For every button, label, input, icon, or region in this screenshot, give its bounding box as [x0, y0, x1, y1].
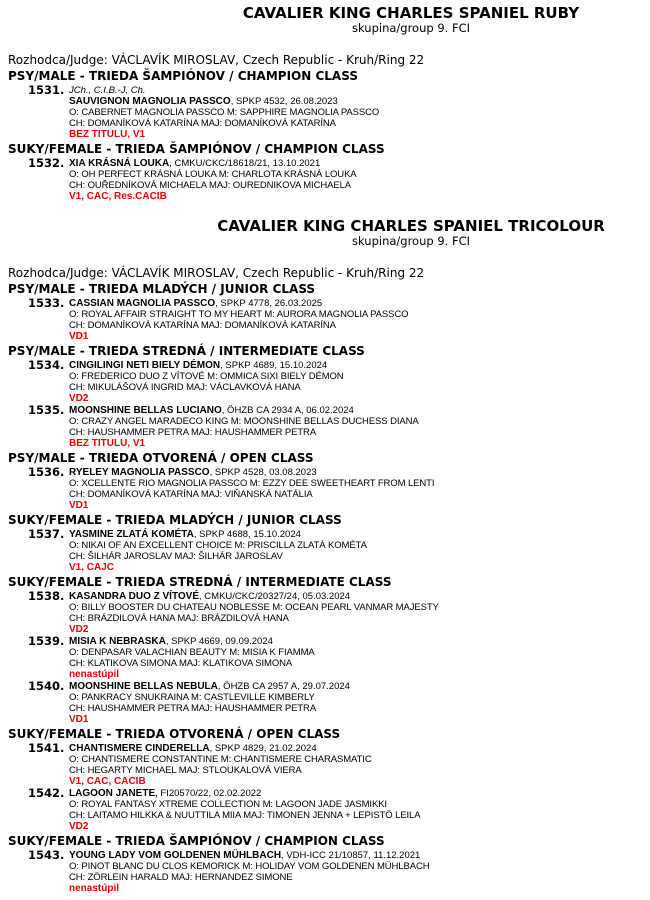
- result-line: VD1: [69, 331, 89, 342]
- entry-body: [69, 298, 642, 342]
- entry-body: [69, 591, 642, 635]
- dog-registration: , SPKP 4689, 15.10.2024: [220, 360, 328, 371]
- entry-number: 1538.: [28, 589, 65, 603]
- dog-name: YASMINE ZLATÁ KOMÉTA: [69, 529, 194, 540]
- judge-line: Rozhodca/Judge: VÁCLAVÍK MIROSLAV, Czech Republic - Kruh/Ring 22: [8, 53, 425, 67]
- dog-registration: , ÖHZB CA 2934 A, 06.02.2024: [221, 405, 354, 416]
- breed-subtitle: skupina/group 9. FCI: [351, 234, 470, 248]
- entry-body: [69, 850, 642, 894]
- breeder-owner-line: CH: HAUSHAMMER PETRA MAJ: HAUSHAMMER PETRA: [69, 703, 317, 714]
- result-line: nenastúpil: [69, 669, 120, 680]
- champion-titles: JCh., C.I.B.-J, Ch.: [69, 85, 146, 96]
- parents-line: O: OH PERFECT KRÁSNÁ LOUKA M: CHARLOTA KRÁSNÁ LOUKA: [69, 169, 357, 180]
- entry-body: [69, 788, 642, 832]
- dog-name-line: [69, 591, 642, 602]
- entry-number: 1534.: [28, 358, 65, 372]
- parents-line: O: PANKRACY SNUKRAINA M: CASTLEVILLE KIMBERLY: [69, 692, 315, 703]
- dog-registration: , CMKU/CKC/20327/24, 05.03.2024: [199, 591, 351, 602]
- dog-name-line: [69, 360, 642, 371]
- class-heading: PSY/MALE - TRIEDA MLADÝCH / JUNIOR CLASS: [8, 282, 316, 296]
- result-line: V1, CAJC: [69, 562, 115, 573]
- dog-name-line: [69, 96, 642, 107]
- class-heading: SUKY/FEMALE - TRIEDA ŠAMPIÓNOV / CHAMPION CLASS: [8, 834, 385, 848]
- result-line: BEZ TITULU, V1: [69, 129, 146, 140]
- class-heading: PSY/MALE - TRIEDA OTVORENÁ / OPEN CLASS: [8, 451, 314, 465]
- entry-number: 1531.: [28, 83, 65, 97]
- result-line: nenastúpil: [69, 883, 120, 894]
- entry-row-1535: [8, 405, 642, 449]
- breeder-owner-line: CH: BRÁZDILOVÁ HANA MAJ: BRÁZDILOVÁ HANA: [69, 613, 289, 624]
- parents-line: O: ROYAL AFFAIR STRAIGHT TO MY HEART M: AURORA MAGNOLIA PASSCO: [69, 309, 409, 320]
- result-line: VD2: [69, 393, 89, 404]
- dog-registration: , FI20570/22, 02.02.2022: [155, 788, 262, 799]
- entry-body: [69, 85, 642, 140]
- class-heading: SUKY/FEMALE - TRIEDA OTVORENÁ / OPEN CLASS: [8, 727, 341, 741]
- result-line: VD2: [69, 624, 89, 635]
- dog-name-line: [69, 636, 642, 647]
- result-line: BEZ TITULU, V1: [69, 438, 146, 449]
- dog-name-line: [69, 788, 642, 799]
- breeder-owner-line: CH: OUŘEDNÍKOVÁ MICHAELA MAJ: OUREDNIKOVA MICHAELA: [69, 180, 351, 191]
- entry-body: [69, 529, 642, 573]
- breeder-owner-line: CH: ZÖRLEIN HARALD MAJ: HERNANDEZ SIMONE: [69, 872, 293, 883]
- dog-name-line: [69, 681, 642, 692]
- dog-name-line: [69, 850, 642, 861]
- breed-section-ruby: [8, 5, 642, 202]
- dog-registration: , CMKU/CKC/18618/21, 13.10.2021: [169, 158, 321, 169]
- result-line: VD2: [69, 821, 89, 832]
- dog-name: CINGILINGI NETI BIELY DÉMON: [69, 360, 221, 371]
- result-line: V1, CAC, CACIB: [69, 776, 146, 787]
- entry-number: 1536.: [28, 465, 65, 479]
- entry-row-1541: [8, 743, 642, 787]
- result-line: V1, CAC, Res.CACIB: [69, 191, 167, 202]
- breeder-owner-line: CH: MIKULÁŠOVÁ INGRID MAJ: VÁCLAVKOVÁ HANA: [69, 382, 301, 393]
- entry-number: 1537.: [28, 527, 65, 541]
- dog-name-line: [69, 743, 642, 754]
- breeder-owner-line: CH: HAUSHAMMER PETRA MAJ: HAUSHAMMER PETRA: [69, 427, 317, 438]
- parents-line: O: PINOT BLANC DU CLOS KEMORICK M: HOLIDAY VOM GOLDENEN MÜHLBACH: [69, 861, 430, 872]
- dog-name: XIA KRÁSNÁ LOUKA: [69, 158, 170, 169]
- dog-name: MOONSHINE BELLAS LUCIANO: [69, 405, 222, 416]
- dog-name: RYELEY MAGNOLIA PASSCO: [69, 467, 210, 478]
- entry-row-1534: [8, 360, 642, 404]
- entry-number: 1540.: [28, 679, 65, 693]
- breed-title: CAVALIER KING CHARLES SPANIEL RUBY: [242, 4, 580, 22]
- dog-registration: , SPKP 4829, 21.02.2024: [209, 743, 317, 754]
- dog-name-line: [69, 467, 642, 478]
- dog-name-line: [69, 158, 642, 169]
- entry-number: 1533.: [28, 296, 65, 310]
- entry-body: [69, 743, 642, 787]
- breed-section-tricolour: [8, 218, 642, 894]
- dog-registration: , SPKP 4528, 03.08.2023: [209, 467, 317, 478]
- parents-line: O: CHANTISMERE CONSTANTINE M: CHANTISMERE CHARASMATIC: [69, 754, 372, 765]
- result-line: VD1: [69, 714, 89, 725]
- parents-line: O: DENPASAR VALACHIAN BEAUTY M: MISIA K FIAMMA: [69, 647, 315, 658]
- dog-name-line: [69, 405, 642, 416]
- entry-number: 1541.: [28, 741, 65, 755]
- parents-line: O: BILLY BOOSTER DU CHATEAU NOBLESSE M: OCEAN PEARL VANMAR MAJESTY: [69, 602, 439, 613]
- class-heading: SUKY/FEMALE - TRIEDA MLADÝCH / JUNIOR CLASS: [8, 513, 342, 527]
- breed-header: [8, 5, 642, 35]
- judge-line: Rozhodca/Judge: VÁCLAVÍK MIROSLAV, Czech Republic - Kruh/Ring 22: [8, 266, 425, 280]
- dog-registration: , VDH-ICC 21/10857, 11.12.2021: [281, 850, 421, 861]
- breeder-owner-line: CH: ŠILHÁR JAROSLAV MAJ: ŠILHÁR JAROSLAV: [69, 551, 283, 562]
- breeder-owner-line: CH: KLATIKOVA SIMONA MAJ: KLATIKOVA SIMONA: [69, 658, 293, 669]
- entry-body: [69, 405, 642, 449]
- entry-row-1532: [8, 158, 642, 202]
- breeder-owner-line: CH: DOMANÍKOVÁ KATARÍNA MAJ: VIŇANSKÁ NATÁLIA: [69, 489, 313, 500]
- class-heading: SUKY/FEMALE - TRIEDA STREDNÁ / INTERMEDIATE CLASS: [8, 575, 392, 589]
- dog-name: LAGOON JANETE: [69, 788, 156, 799]
- breed-title: CAVALIER KING CHARLES SPANIEL TRICOLOUR: [217, 217, 605, 235]
- parents-line: O: NIKAI OF AN EXCELLENT CHOICE M: PRISCILLA ZLATÁ KOMÉTA: [69, 540, 367, 551]
- dog-name-line: [69, 529, 642, 540]
- dog-name: YOUNG LADY VOM GOLDENEN MÜHLBACH: [69, 850, 282, 861]
- entry-number: 1542.: [28, 786, 65, 800]
- result-line: VD1: [69, 500, 89, 511]
- entry-row-1531: [8, 85, 642, 140]
- breeder-owner-line: CH: LAITAMO HILKKA & NUUTTILA MIIA MAJ: TIMONEN JENNA + LEPISTÖ LEILA: [69, 810, 421, 821]
- dog-name: MISIA K NEBRASKA: [69, 636, 166, 647]
- class-heading: PSY/MALE - TRIEDA STREDNÁ / INTERMEDIATE CLASS: [8, 344, 365, 358]
- breed-subtitle: skupina/group 9. FCI: [351, 21, 470, 35]
- entry-row-1540: [8, 681, 642, 725]
- parents-line: O: CABERNET MAGNOLIA PASSCO M: SAPPHIRE MAGNOLIA PASSCO: [69, 107, 380, 118]
- entry-number: 1535.: [28, 403, 65, 417]
- breeder-owner-line: CH: DOMANÍKOVÁ KATARÍNA MAJ: DOMANÍKOVÁ KATARÍNA: [69, 118, 336, 129]
- entry-row-1537: [8, 529, 642, 573]
- entry-body: [69, 158, 642, 202]
- class-heading: SUKY/FEMALE - TRIEDA ŠAMPIÓNOV / CHAMPION CLASS: [8, 142, 385, 156]
- entry-row-1542: [8, 788, 642, 832]
- class-heading: PSY/MALE - TRIEDA ŠAMPIÓNOV / CHAMPION CLASS: [8, 69, 358, 83]
- parents-line: O: XCELLENTE RIO MAGNOLIA PASSCO M: EZZY DEE SWEETHEART FROM LENTI: [69, 478, 435, 489]
- dog-name: KASANDRA DUO Z VÍTOVÉ: [69, 591, 200, 602]
- breeder-owner-line: CH: DOMANÍKOVÁ KATARÍNA MAJ: DOMANÍKOVÁ KATARÍNA: [69, 320, 336, 331]
- entry-row-1543: [8, 850, 642, 894]
- dog-registration: , SPKP 4778, 26.03.2025: [215, 298, 323, 309]
- dog-name: CASSIAN MAGNOLIA PASSCO: [69, 298, 216, 309]
- entry-row-1538: [8, 591, 642, 635]
- dog-name-line: [69, 298, 642, 309]
- parents-line: O: CRAZY ANGEL MARADECO KING M: MOONSHINE BELLAS DUCHESS DIANA: [69, 416, 419, 427]
- parents-line: O: ROYAL FANTASY XTREME COLLECTION M: LAGOON JADE JASMIKKI: [69, 799, 387, 810]
- dog-name: MOONSHINE BELLAS NEBULA: [69, 681, 218, 692]
- entry-body: [69, 681, 642, 725]
- dog-name: SAUVIGNON MAGNOLIA PASSCO: [69, 96, 231, 107]
- breeder-owner-line: CH: HEGARTY MICHAEL MAJ: STLOUKALOVÁ VIERA: [69, 765, 302, 776]
- breed-header: [8, 218, 642, 248]
- entry-row-1536: [8, 467, 642, 511]
- dog-registration: , SPKP 4532, 26.08.2023: [230, 96, 338, 107]
- dog-registration: , SPKP 4688, 15.10.2024: [193, 529, 301, 540]
- dog-name: CHANTISMERE CINDERELLA: [69, 743, 210, 754]
- entry-number: 1543.: [28, 848, 65, 862]
- entry-number: 1532.: [28, 156, 65, 170]
- entry-body: [69, 360, 642, 404]
- entry-row-1533: [8, 298, 642, 342]
- entry-body: [69, 467, 642, 511]
- entry-body: [69, 636, 642, 680]
- parents-line: O: FREDERICO DUO Z VÍTOVÉ M: OMMICA SIXI BIELY DÉMON: [69, 371, 344, 382]
- entry-row-1539: [8, 636, 642, 680]
- entry-number: 1539.: [28, 634, 65, 648]
- dog-registration: , SPKP 4669, 09.09.2024: [165, 636, 273, 647]
- dog-registration: , ÖHZB CA 2957 A, 29.07.2024: [217, 681, 350, 692]
